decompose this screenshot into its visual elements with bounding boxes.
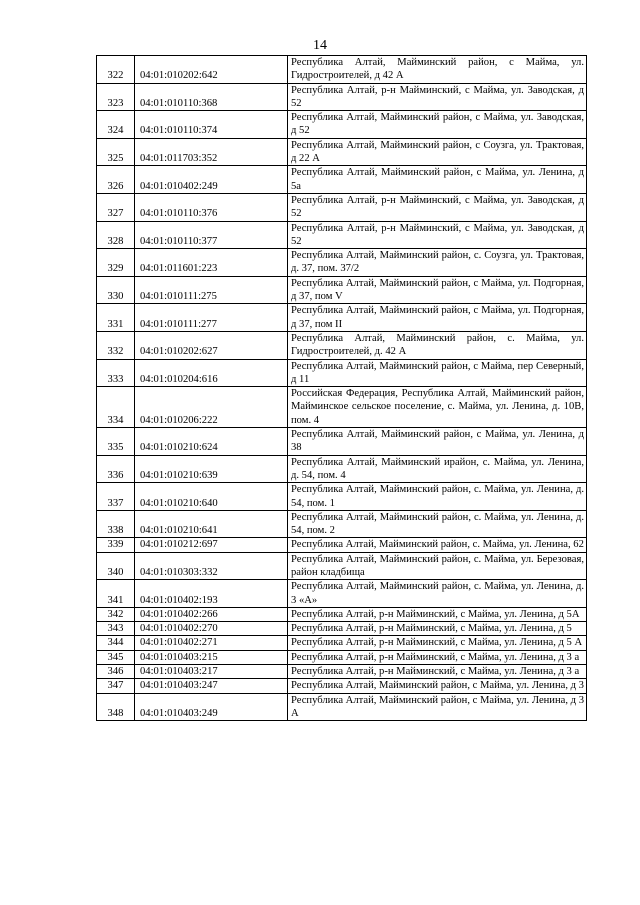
address-cell: Республика Алтай, Майминский район, с. Майма, ул. Ленина, 62 <box>288 538 587 552</box>
table-row <box>97 221 587 249</box>
cadastral-number-cell: 04:01:010111:277 <box>135 304 288 332</box>
address-cell: Республика Алтай, р-н Майминский, с Майма, ул. Ленина, д 5 А <box>288 636 587 650</box>
cadastral-number-cell: 04:01:010403:249 <box>135 693 288 721</box>
table-row <box>97 580 587 608</box>
cadastral-number-cell: 04:01:010212:697 <box>135 538 288 552</box>
address-cell: Республика Алтай, Майминский район, с Майма, ул. Гидростроителей, д 42 А <box>288 56 587 84</box>
table-row <box>97 650 587 664</box>
address-cell: Республика Алтай, Майминский район, с Майма, ул. Подгорная, д 37, пом II <box>288 304 587 332</box>
row-number-cell: 322 <box>97 56 135 84</box>
table-row <box>97 331 587 359</box>
table-row <box>97 679 587 693</box>
address-cell: Республика Алтай, р-н Майминский, с Майма, ул. Ленина, д 3 а <box>288 665 587 679</box>
address-cell: Республика Алтай, Майминский район, с Майма, пер Северный, д 11 <box>288 359 587 387</box>
table-row <box>97 552 587 580</box>
row-number-cell: 337 <box>97 483 135 511</box>
address-cell: Республика Алтай, Майминский район, с. Майма, ул. Ленина, д. 54, пом. 2 <box>288 510 587 538</box>
page-number: 14 <box>313 38 327 53</box>
cadastral-number-cell: 04:01:010110:377 <box>135 221 288 249</box>
cadastral-number-cell: 04:01:010402:270 <box>135 622 288 636</box>
cadastral-number-cell: 04:01:010202:627 <box>135 331 288 359</box>
address-cell: Республика Алтай, Майминский район, с. Майма, ул. Ленина, д. 54, пом. 1 <box>288 483 587 511</box>
address-cell: Республика Алтай, Майминский район, с. Майма, ул. Березовая, район кладбища <box>288 552 587 580</box>
row-number-cell: 324 <box>97 111 135 139</box>
table-row <box>97 665 587 679</box>
address-cell: Республика Алтай, р-н Майминский, с Майма, ул. Заводская, д 52 <box>288 83 587 111</box>
property-registry-table <box>96 55 587 721</box>
row-number-cell: 326 <box>97 166 135 194</box>
row-number-cell: 333 <box>97 359 135 387</box>
address-cell: Республика Алтай, Майминский район, с Майма, ул. Заводская, д 52 <box>288 111 587 139</box>
row-number-cell: 334 <box>97 387 135 428</box>
table-row <box>97 538 587 552</box>
cadastral-number-cell: 04:01:010402:266 <box>135 607 288 621</box>
cadastral-number-cell: 04:01:010110:374 <box>135 111 288 139</box>
table-row <box>97 387 587 428</box>
address-cell: Республика Алтай, Майминский район, с Майма, ул. Ленина, д 38 <box>288 428 587 456</box>
cadastral-number-cell: 04:01:010403:215 <box>135 650 288 664</box>
address-cell: Республика Алтай, р-н Майминский, с Майма, ул. Заводская, д 52 <box>288 193 587 221</box>
table-row <box>97 359 587 387</box>
address-cell: Республика Алтай, Майминский ирайон, с. Майма, ул. Ленина, д. 54, пом. 4 <box>288 455 587 483</box>
cadastral-number-cell: 04:01:010110:368 <box>135 83 288 111</box>
cadastral-number-cell: 04:01:010303:332 <box>135 552 288 580</box>
cadastral-number-cell: 04:01:010402:271 <box>135 636 288 650</box>
table-row <box>97 636 587 650</box>
address-cell: Республика Алтай, р-н Майминский, с Майма, ул. Заводская, д 52 <box>288 221 587 249</box>
table-row <box>97 111 587 139</box>
table-row <box>97 428 587 456</box>
address-cell: Республика Алтай, Майминский район, с Майма, ул. Подгорная, д 37, пом V <box>288 276 587 304</box>
table-row <box>97 276 587 304</box>
address-cell: Республика Алтай, Майминский район, с Соузга, ул. Трактовая, д 22 А <box>288 138 587 166</box>
table-row <box>97 304 587 332</box>
address-cell: Республика Алтай, Майминский район, с Майма, ул. Ленина, д 3 А <box>288 693 587 721</box>
cadastral-number-cell: 04:01:010210:624 <box>135 428 288 456</box>
table-row <box>97 483 587 511</box>
cadastral-number-cell: 04:01:010210:640 <box>135 483 288 511</box>
registry-table-body <box>97 56 587 721</box>
cadastral-number-cell: 04:01:010403:247 <box>135 679 288 693</box>
row-number-cell: 328 <box>97 221 135 249</box>
cadastral-number-cell: 04:01:010210:641 <box>135 510 288 538</box>
table-row <box>97 693 587 721</box>
row-number-cell: 348 <box>97 693 135 721</box>
address-cell: Республика Алтай, Майминский район, с Майма, ул. Ленина, д 3 <box>288 679 587 693</box>
cadastral-number-cell: 04:01:011703:352 <box>135 138 288 166</box>
cadastral-number-cell: 04:01:011601:223 <box>135 249 288 277</box>
cadastral-number-cell: 04:01:010202:642 <box>135 56 288 84</box>
row-number-cell: 346 <box>97 665 135 679</box>
cadastral-number-cell: 04:01:010206:222 <box>135 387 288 428</box>
row-number-cell: 335 <box>97 428 135 456</box>
row-number-cell: 342 <box>97 607 135 621</box>
table-row <box>97 455 587 483</box>
row-number-cell: 338 <box>97 510 135 538</box>
row-number-cell: 347 <box>97 679 135 693</box>
address-cell: Республика Алтай, р-н Майминский, с Майма, ул. Ленина, д 5 <box>288 622 587 636</box>
table-row <box>97 83 587 111</box>
address-cell: Российская Федерация, Республика Алтай, Майминский район, Майминское сельское поселение, с. Майма, ул. Ленина, д. 10В, пом. 4 <box>288 387 587 428</box>
row-number-cell: 345 <box>97 650 135 664</box>
row-number-cell: 343 <box>97 622 135 636</box>
table-row <box>97 510 587 538</box>
table-row <box>97 138 587 166</box>
table-row <box>97 249 587 277</box>
address-cell: Республика Алтай, Майминский район, с. Майма, ул. Гидростроителей, д. 42 А <box>288 331 587 359</box>
cadastral-number-cell: 04:01:010204:616 <box>135 359 288 387</box>
row-number-cell: 330 <box>97 276 135 304</box>
table-row <box>97 166 587 194</box>
cadastral-number-cell: 04:01:010402:193 <box>135 580 288 608</box>
row-number-cell: 344 <box>97 636 135 650</box>
table-row <box>97 622 587 636</box>
row-number-cell: 340 <box>97 552 135 580</box>
address-cell: Республика Алтай, Майминский район, с. Майма, ул. Ленина, д. 3 «А» <box>288 580 587 608</box>
row-number-cell: 336 <box>97 455 135 483</box>
address-cell: Республика Алтай, р-н Майминский, с Майма, ул. Ленина, д 5А <box>288 607 587 621</box>
row-number-cell: 332 <box>97 331 135 359</box>
row-number-cell: 331 <box>97 304 135 332</box>
row-number-cell: 327 <box>97 193 135 221</box>
row-number-cell: 329 <box>97 249 135 277</box>
row-number-cell: 339 <box>97 538 135 552</box>
row-number-cell: 325 <box>97 138 135 166</box>
address-cell: Республика Алтай, р-н Майминский, с Майма, ул. Ленина, д 3 а <box>288 650 587 664</box>
cadastral-number-cell: 04:01:010210:639 <box>135 455 288 483</box>
table-row <box>97 193 587 221</box>
cadastral-number-cell: 04:01:010110:376 <box>135 193 288 221</box>
address-cell: Республика Алтай, Майминский район, с Майма, ул. Ленина, д 5а <box>288 166 587 194</box>
cadastral-number-cell: 04:01:010403:217 <box>135 665 288 679</box>
address-cell: Республика Алтай, Майминский район, с. Соузга, ул. Трактовая, д. 37, пом. 37/2 <box>288 249 587 277</box>
table-row <box>97 607 587 621</box>
cadastral-number-cell: 04:01:010111:275 <box>135 276 288 304</box>
table-row <box>97 56 587 84</box>
row-number-cell: 341 <box>97 580 135 608</box>
row-number-cell: 323 <box>97 83 135 111</box>
cadastral-number-cell: 04:01:010402:249 <box>135 166 288 194</box>
